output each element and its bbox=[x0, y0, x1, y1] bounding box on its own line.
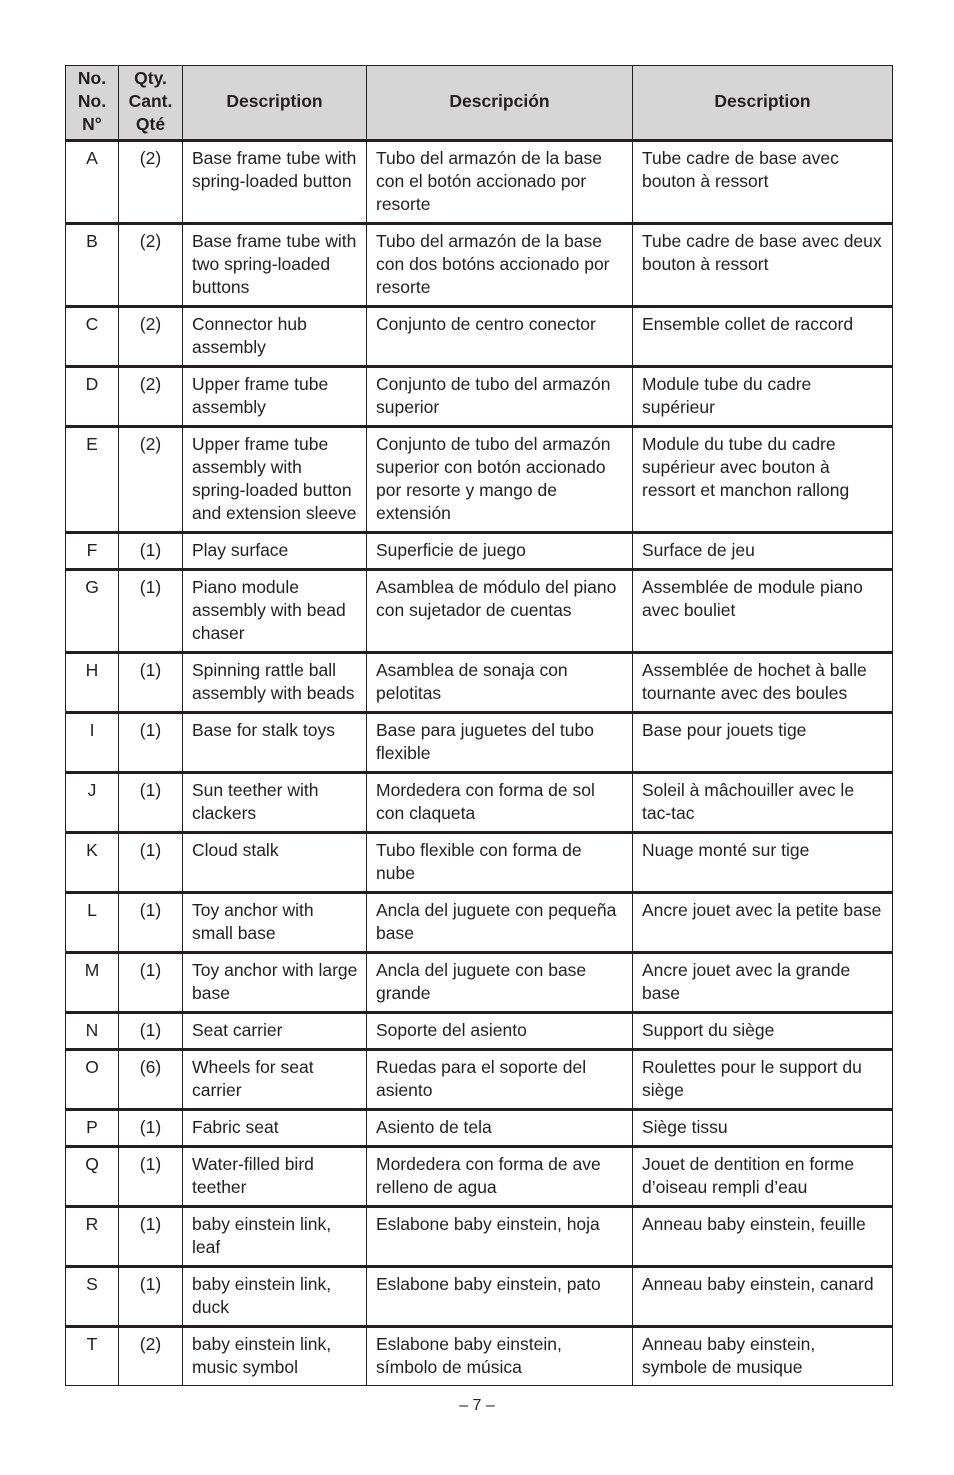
part-description-es: Eslabone baby einstein, símbolo de música bbox=[367, 1327, 633, 1386]
table-row bbox=[66, 141, 893, 224]
part-description-es: Mordedera con forma de sol con claqueta bbox=[367, 773, 633, 833]
table-header-row bbox=[66, 66, 893, 141]
part-description-en: Sun teether with clackers bbox=[183, 773, 367, 833]
page-number: – 7 – bbox=[459, 1397, 495, 1414]
part-description-es: Tubo flexible con forma de nube bbox=[367, 833, 633, 893]
part-description-en: Fabric seat bbox=[183, 1110, 367, 1147]
table-row bbox=[66, 833, 893, 893]
part-description-fr: Assemblée de hochet à balle tournante avec des boules bbox=[633, 653, 893, 713]
table-row bbox=[66, 653, 893, 713]
part-description-en: Wheels for seat carrier bbox=[183, 1050, 367, 1110]
part-description-en: Play surface bbox=[183, 533, 367, 570]
table-row bbox=[66, 953, 893, 1013]
part-quantity: (2) bbox=[119, 427, 183, 533]
header-description-es: Descripción bbox=[367, 66, 633, 141]
part-quantity: (2) bbox=[119, 1327, 183, 1386]
table-row bbox=[66, 367, 893, 427]
header-number-fr: N° bbox=[82, 114, 102, 134]
part-code: D bbox=[66, 367, 119, 427]
part-description-en: Base frame tube with spring-loaded button bbox=[183, 141, 367, 224]
part-code: A bbox=[66, 141, 119, 224]
part-description-es: Conjunto de centro conector bbox=[367, 307, 633, 367]
part-quantity: (1) bbox=[119, 953, 183, 1013]
part-quantity: (1) bbox=[119, 833, 183, 893]
part-description-en: Upper frame tube assembly bbox=[183, 367, 367, 427]
part-code: E bbox=[66, 427, 119, 533]
part-quantity: (2) bbox=[119, 307, 183, 367]
part-description-es: Base para juguetes del tubo flexible bbox=[367, 713, 633, 773]
header-number bbox=[66, 66, 119, 141]
table-row bbox=[66, 224, 893, 307]
part-code: F bbox=[66, 533, 119, 570]
part-quantity: (1) bbox=[119, 893, 183, 953]
table-row bbox=[66, 570, 893, 653]
part-description-fr: Assemblée de module piano avec bouliet bbox=[633, 570, 893, 653]
header-quantity-fr: Qté bbox=[135, 114, 166, 134]
part-code: Q bbox=[66, 1147, 119, 1207]
part-quantity: (1) bbox=[119, 533, 183, 570]
header-quantity-es: Cant. bbox=[128, 91, 173, 111]
header-quantity bbox=[119, 66, 183, 141]
part-code: N bbox=[66, 1013, 119, 1050]
table-row bbox=[66, 773, 893, 833]
part-description-es: Conjunto de tubo del armazón superior con botón accionado por resorte y mango de extensión bbox=[367, 427, 633, 533]
part-description-fr: Ancre jouet avec la grande base bbox=[633, 953, 893, 1013]
part-code: R bbox=[66, 1207, 119, 1267]
part-description-en: Water-filled bird teether bbox=[183, 1147, 367, 1207]
part-description-fr: Tube cadre de base avec bouton à ressort bbox=[633, 141, 893, 224]
part-description-fr: Anneau baby einstein, symbole de musique bbox=[633, 1327, 893, 1386]
part-code: K bbox=[66, 833, 119, 893]
part-description-fr: Roulettes pour le support du siège bbox=[633, 1050, 893, 1110]
part-description-fr: Siège tissu bbox=[633, 1110, 893, 1147]
part-description-en: Base for stalk toys bbox=[183, 713, 367, 773]
part-description-fr: Base pour jouets tige bbox=[633, 713, 893, 773]
table-row bbox=[66, 307, 893, 367]
part-description-en: Toy anchor with large base bbox=[183, 953, 367, 1013]
part-description-es: Eslabone baby einstein, hoja bbox=[367, 1207, 633, 1267]
part-description-es: Eslabone baby einstein, pato bbox=[367, 1267, 633, 1327]
part-description-fr: Module du tube du cadre supérieur avec bouton à ressort et manchon rallong bbox=[633, 427, 893, 533]
header-number-es: No. bbox=[77, 91, 107, 111]
part-quantity: (1) bbox=[119, 570, 183, 653]
part-description-fr: Nuage monté sur tige bbox=[633, 833, 893, 893]
part-code: C bbox=[66, 307, 119, 367]
part-quantity: (1) bbox=[119, 1147, 183, 1207]
part-description-es: Tubo del armazón de la base con dos botóns accionado por resorte bbox=[367, 224, 633, 307]
part-code: B bbox=[66, 224, 119, 307]
table-row bbox=[66, 533, 893, 570]
table-row bbox=[66, 713, 893, 773]
part-description-es: Asamblea de sonaja con pelotitas bbox=[367, 653, 633, 713]
part-quantity: (1) bbox=[119, 1267, 183, 1327]
part-code: J bbox=[66, 773, 119, 833]
table-row bbox=[66, 1050, 893, 1110]
table-row bbox=[66, 1207, 893, 1267]
part-description-fr: Anneau baby einstein, canard bbox=[633, 1267, 893, 1327]
part-code: L bbox=[66, 893, 119, 953]
part-description-en: baby einstein link, duck bbox=[183, 1267, 367, 1327]
part-code: P bbox=[66, 1110, 119, 1147]
part-description-en: baby einstein link, leaf bbox=[183, 1207, 367, 1267]
table-row bbox=[66, 1327, 893, 1386]
part-description-es: Ancla del juguete con pequeña base bbox=[367, 893, 633, 953]
header-description-fr: Description bbox=[633, 66, 893, 141]
part-description-en: Base frame tube with two spring-loaded buttons bbox=[183, 224, 367, 307]
part-description-en: Cloud stalk bbox=[183, 833, 367, 893]
table-row bbox=[66, 893, 893, 953]
part-description-en: Seat carrier bbox=[183, 1013, 367, 1050]
parts-table-body bbox=[66, 141, 893, 1386]
part-description-en: Upper frame tube assembly with spring-loaded button and extension sleeve bbox=[183, 427, 367, 533]
part-description-fr: Ensemble collet de raccord bbox=[633, 307, 893, 367]
part-quantity: (2) bbox=[119, 224, 183, 307]
part-code: G bbox=[66, 570, 119, 653]
part-code: S bbox=[66, 1267, 119, 1327]
part-description-fr: Ancre jouet avec la petite base bbox=[633, 893, 893, 953]
table-row bbox=[66, 1013, 893, 1050]
part-description-fr: Tube cadre de base avec deux bouton à ressort bbox=[633, 224, 893, 307]
part-code: O bbox=[66, 1050, 119, 1110]
part-description-fr: Jouet de dentition en forme d’oiseau rempli d’eau bbox=[633, 1147, 893, 1207]
parts-table bbox=[65, 65, 893, 1386]
part-quantity: (1) bbox=[119, 713, 183, 773]
part-code: H bbox=[66, 653, 119, 713]
part-description-es: Ancla del juguete con base grande bbox=[367, 953, 633, 1013]
table-row bbox=[66, 427, 893, 533]
part-code: I bbox=[66, 713, 119, 773]
header-description-en: Description bbox=[183, 66, 367, 141]
part-description-es: Asiento de tela bbox=[367, 1110, 633, 1147]
part-quantity: (1) bbox=[119, 773, 183, 833]
part-description-fr: Support du siège bbox=[633, 1013, 893, 1050]
part-description-es: Superficie de juego bbox=[367, 533, 633, 570]
part-quantity: (1) bbox=[119, 653, 183, 713]
header-number-en: No. bbox=[77, 68, 107, 88]
part-description-fr: Module tube du cadre supérieur bbox=[633, 367, 893, 427]
table-row bbox=[66, 1110, 893, 1147]
part-description-es: Mordedera con forma de ave relleno de agua bbox=[367, 1147, 633, 1207]
header-quantity-en: Qty. bbox=[134, 68, 167, 88]
part-description-en: Piano module assembly with bead chaser bbox=[183, 570, 367, 653]
part-description-es: Conjunto de tubo del armazón superior bbox=[367, 367, 633, 427]
part-description-en: Connector hub assembly bbox=[183, 307, 367, 367]
part-description-fr: Soleil à mâchouiller avec le tac-tac bbox=[633, 773, 893, 833]
part-code: T bbox=[66, 1327, 119, 1386]
part-quantity: (1) bbox=[119, 1110, 183, 1147]
part-quantity: (6) bbox=[119, 1050, 183, 1110]
part-description-en: Spinning rattle ball assembly with beads bbox=[183, 653, 367, 713]
part-code: M bbox=[66, 953, 119, 1013]
part-description-en: Toy anchor with small base bbox=[183, 893, 367, 953]
part-description-es: Asamblea de módulo del piano con sujetador de cuentas bbox=[367, 570, 633, 653]
part-description-es: Soporte del asiento bbox=[367, 1013, 633, 1050]
part-description-es: Tubo del armazón de la base con el botón accionado por resorte bbox=[367, 141, 633, 224]
part-quantity: (2) bbox=[119, 367, 183, 427]
part-description-fr: Anneau baby einstein, feuille bbox=[633, 1207, 893, 1267]
part-description-es: Ruedas para el soporte del asiento bbox=[367, 1050, 633, 1110]
part-quantity: (1) bbox=[119, 1013, 183, 1050]
part-quantity: (2) bbox=[119, 141, 183, 224]
table-row bbox=[66, 1267, 893, 1327]
part-quantity: (1) bbox=[119, 1207, 183, 1267]
part-description-en: baby einstein link, music symbol bbox=[183, 1327, 367, 1386]
part-description-fr: Surface de jeu bbox=[633, 533, 893, 570]
table-row bbox=[66, 1147, 893, 1207]
